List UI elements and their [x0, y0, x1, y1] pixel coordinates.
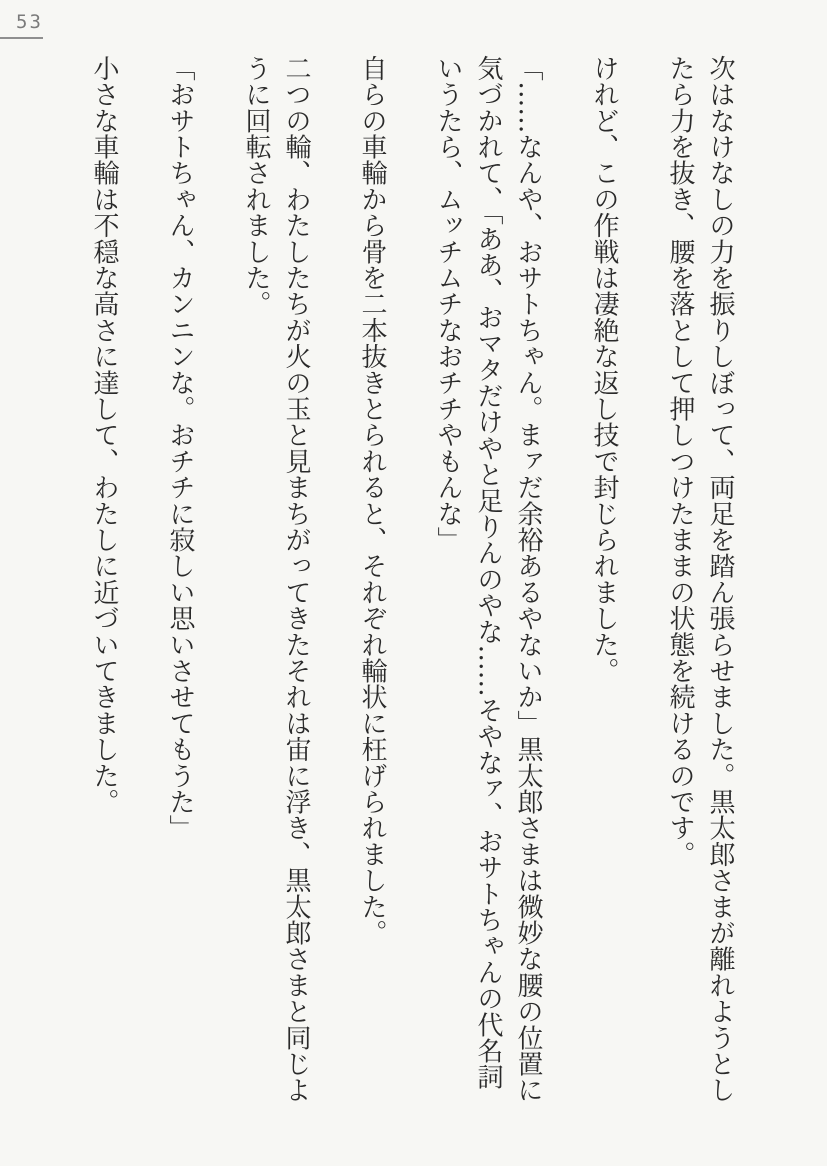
paragraph-2: けれど、この作戦は凄絶な返し技で封じられました。	[589, 55, 619, 684]
page-number: 53	[16, 11, 43, 33]
paragraph-3: 「……なんや、おサトちゃん。まァだ余裕あるやないか」黒太郎さまは微妙な腰の位置に気づかれて、「ああ、おマタだけやと足りんのやな……そやなァ、おサトちゃんの代名詞いうたら、ムッチムチなおチチやもんな」	[433, 55, 543, 1103]
vertical-text-block	[84, 55, 740, 1107]
paragraph-7: 小さな車輪は不穏な高さに達して、わたしに近づいてきました。	[89, 55, 119, 815]
paragraph-4: 自らの車輪から骨を二本抜きとられると、それぞれ輪状に枉げられました。	[357, 55, 387, 946]
paragraph-6: 「おサトちゃん、カンニンな。おチチに寂しい思いさせてもうた」	[165, 55, 195, 841]
paragraph-1: 次はなけなしの力を振りしぼって、両足を踏ん張らせました。黒太郎さまが離れようとしたら力を抜き、腰を落として押しつけたままの状態を続けるのです。	[665, 55, 735, 1103]
paragraph-5: 二つの輪、わたしたちが火の玉と見まちがってきたそれは宙に浮き、黒太郎さまと同じように回転されました。	[241, 55, 311, 1103]
page-number-rule	[0, 37, 43, 39]
